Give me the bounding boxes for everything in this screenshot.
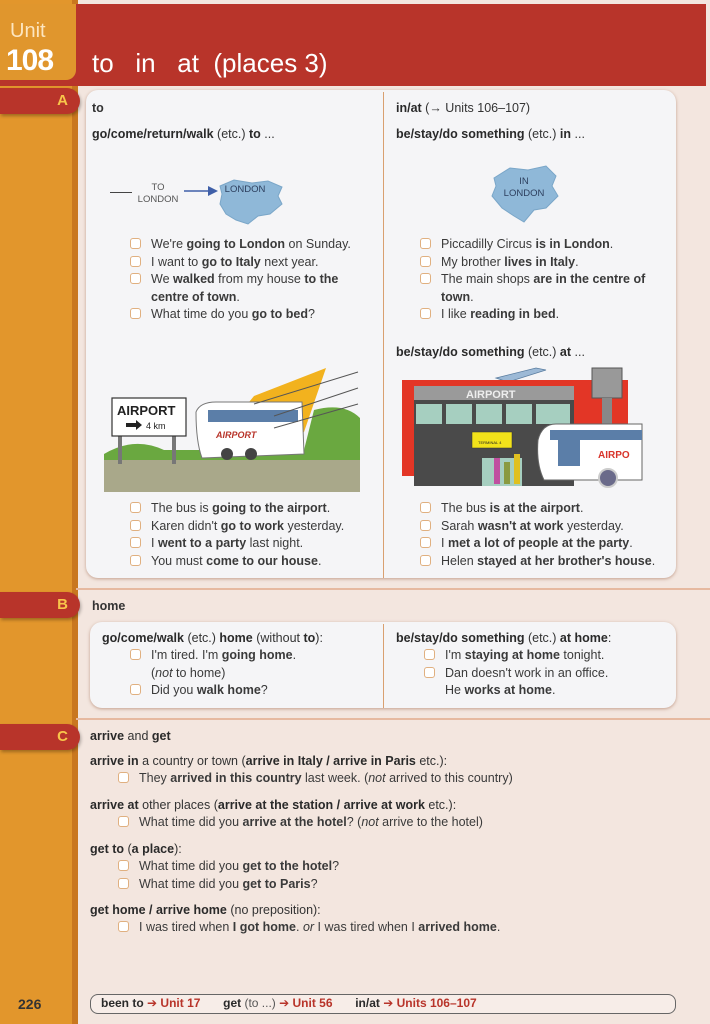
section-letter: A (57, 92, 68, 109)
example-item: I met a lot of people at the party. (420, 535, 655, 553)
section-a-left-heading: to (92, 101, 104, 115)
section-a-right-rule-2: be/stay/do something (etc.) at ... (396, 345, 585, 359)
column-divider (383, 92, 384, 578)
example-item: They arrived in this country last week. (not arrived to this country) (118, 770, 513, 788)
example-item: Karen didn't go to work yesterday. (130, 518, 344, 536)
unit-word: Unit (10, 20, 46, 42)
example-item: I like reading in bed. (420, 306, 645, 324)
example-list (130, 647, 296, 700)
example-list (130, 236, 351, 324)
example-item: My brother lives in Italy. (420, 254, 645, 272)
checkbox-icon[interactable] (118, 860, 129, 871)
rule-arrive-in: arrive in a country or town (arrive in Italy / arrive in Paris etc.): (90, 754, 448, 768)
checkbox-icon[interactable] (118, 772, 129, 783)
example-item: I went to a party last night. (130, 535, 344, 553)
column-divider (383, 624, 384, 708)
map-label: IN (519, 176, 529, 187)
checkbox-icon[interactable] (420, 256, 431, 267)
checkbox-icon[interactable] (130, 537, 141, 548)
bus-to-airport-illustration (104, 362, 364, 492)
example-item: I want to go to Italy next year. (130, 254, 351, 272)
checkbox-icon[interactable] (130, 238, 141, 249)
example-item: Sarah wasn't at work yesterday. (420, 518, 655, 536)
example-item: Piccadilly Circus is in London. (420, 236, 645, 254)
diagram-label: TO (151, 182, 165, 193)
example-item: Did you walk home? (130, 682, 296, 700)
checkbox-icon[interactable] (130, 502, 141, 513)
bus-at-airport-illustration (396, 364, 644, 494)
example-continuation: He works at home. (445, 683, 556, 697)
checkbox-icon[interactable] (420, 537, 431, 548)
example-list (130, 500, 344, 570)
rule-get-to: get to (a place): (90, 842, 182, 856)
checkbox-icon[interactable] (424, 667, 435, 678)
example-item: You must come to our house. (130, 553, 344, 571)
example-continuation: town. (441, 289, 474, 304)
example-item: The bus is at the airport. (420, 500, 655, 518)
checkbox-icon[interactable] (130, 308, 141, 319)
rule-get-home: get home / arrive home (no preposition): (90, 903, 321, 917)
example-list (424, 647, 608, 700)
checkbox-icon[interactable] (118, 816, 129, 827)
svg-text:AIRPORT: AIRPORT (216, 430, 257, 440)
rule-arrive-at: arrive at other places (arrive at the station / arrive at work etc.): (90, 798, 457, 812)
svg-text:AIRPORT: AIRPORT (117, 403, 176, 418)
section-a-right-heading: in/at (→ Units 106–107) (396, 101, 531, 115)
checkbox-icon[interactable] (420, 238, 431, 249)
example-list (118, 858, 339, 893)
xref-item[interactable]: in/at ➔ Units 106–107 (355, 996, 477, 1010)
section-tab-c (0, 724, 80, 750)
example-continuation: centre of town. (151, 289, 240, 304)
example-item: Helen stayed at her brother's house. (420, 553, 655, 571)
section-b-right-rule: be/stay/do something (etc.) at home: (396, 631, 612, 645)
section-divider (76, 718, 710, 720)
map-label: LONDON (224, 184, 266, 195)
unit-badge (0, 4, 76, 80)
section-a-right-rule: be/stay/do something (etc.) in ... (396, 127, 585, 141)
diagram-label: LONDON (137, 194, 179, 205)
sidebar-band (0, 0, 76, 1024)
example-item: The bus is going to the airport. (130, 500, 344, 518)
checkbox-icon[interactable] (424, 649, 435, 660)
section-b-heading: home (92, 599, 126, 613)
example-item: We walked from my house to the (130, 271, 351, 289)
example-item: We're going to London on Sunday. (130, 236, 351, 254)
section-letter: C (57, 728, 68, 745)
checkbox-icon[interactable] (118, 878, 129, 889)
checkbox-icon[interactable] (118, 921, 129, 932)
checkbox-icon[interactable] (130, 273, 141, 284)
section-a-left-rule: go/come/return/walk (etc.) to ... (92, 127, 275, 141)
sidebar-edge (72, 0, 78, 1024)
svg-text:AIRPO: AIRPO (598, 450, 630, 461)
example-item: What time did you get to the hotel? (118, 858, 339, 876)
example-item: The main shops are in the centre of (420, 271, 645, 289)
checkbox-icon[interactable] (420, 520, 431, 531)
unit-number: 108 (6, 44, 54, 77)
example-item: What time did you get to Paris? (118, 876, 339, 894)
section-tab-a (0, 88, 80, 114)
section-letter: B (57, 596, 68, 613)
example-item: I'm tired. I'm going home. (130, 647, 296, 665)
xref-item[interactable]: been to ➔ Unit 17 (101, 996, 201, 1010)
checkbox-icon[interactable] (420, 555, 431, 566)
svg-text:AIRPORT: AIRPORT (466, 389, 516, 401)
map-label: LONDON (503, 188, 545, 199)
cross-reference-bar (90, 994, 676, 1014)
checkbox-icon[interactable] (420, 502, 431, 513)
example-list (420, 236, 645, 324)
example-item: I was tired when I got home. or I was tired when I arrived home. (118, 919, 500, 937)
example-item: What time did you arrive at the hotel? (not arrive to the hotel) (118, 814, 483, 832)
section-tab-b (0, 592, 80, 618)
xref-item[interactable]: get (to ...) ➔ Unit 56 (223, 996, 333, 1010)
example-item: What time do you go to bed? (130, 306, 351, 324)
section-divider (76, 588, 710, 590)
section-c-heading: arrive and get (90, 729, 171, 743)
svg-text:TERMINAL 4: TERMINAL 4 (478, 440, 502, 445)
section-b-left-rule: go/come/walk (etc.) home (without to): (102, 631, 323, 645)
example-note: (not to home) (151, 665, 226, 680)
checkbox-icon[interactable] (130, 256, 141, 267)
example-item: Dan doesn't work in an office. (424, 665, 608, 683)
example-list (420, 500, 655, 570)
page-number: 226 (18, 996, 42, 1012)
checkbox-icon[interactable] (420, 308, 431, 319)
checkbox-icon[interactable] (130, 649, 141, 660)
checkbox-icon[interactable] (130, 684, 141, 695)
page-title: to in at (places 3) (92, 48, 328, 78)
svg-text:4 km: 4 km (146, 421, 166, 431)
checkbox-icon[interactable] (130, 520, 141, 531)
checkbox-icon[interactable] (420, 273, 431, 284)
checkbox-icon[interactable] (130, 555, 141, 566)
example-item: I'm staying at home tonight. (424, 647, 608, 665)
